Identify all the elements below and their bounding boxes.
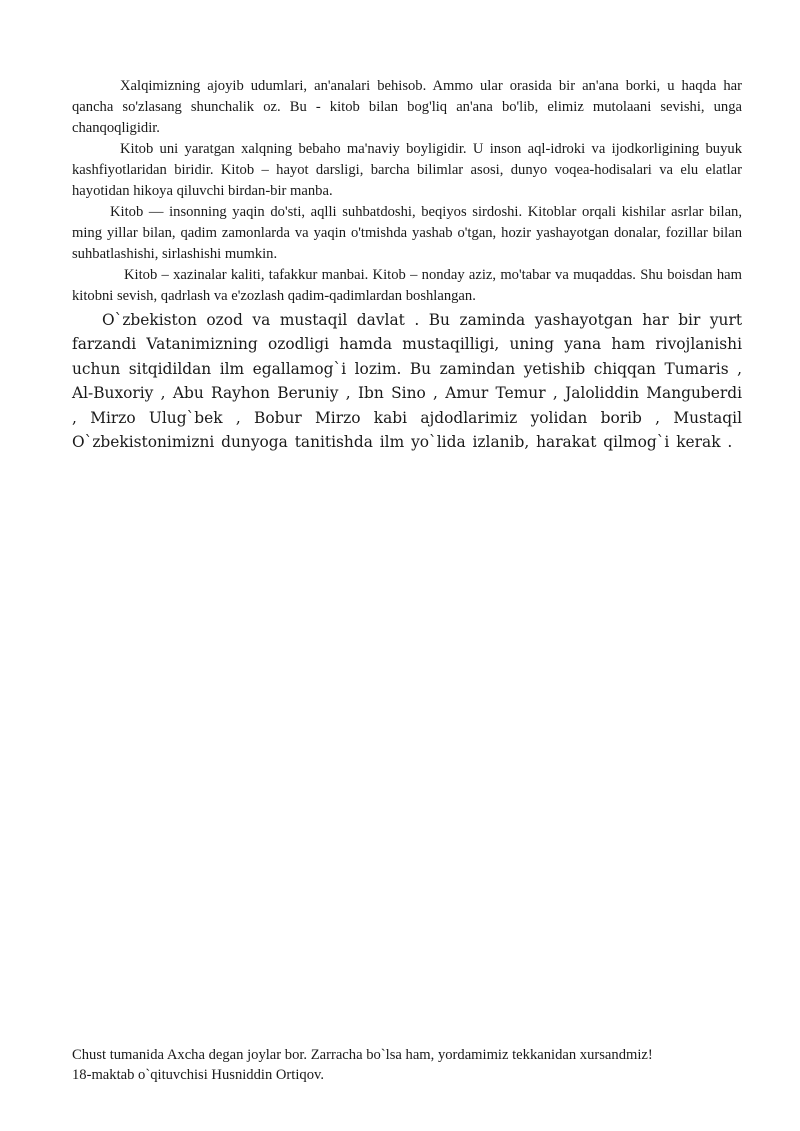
paragraph-2: Kitob uni yaratgan xalqning bebaho ma'naviy boyligidir. U inson aql-idroki va ijodkorligining buyuk kashfiyotlaridan biridir. Kitob – hayot darsligi, barcha bilimlar asosi, dunyo voqea-hodisalari va elu elatlar hayotidan hikoya qiluvchi birdan-bir manba. [72, 141, 742, 199]
footer-line-2: 18-maktab o`qituvchisi Husniddin Ortiqov. [72, 1067, 324, 1083]
paragraph-3: Kitob — insonning yaqin do'sti, aqlli suhbatdoshi, beqiyos sirdoshi. Kitoblar orqali kishilar asrlar bilan, ming yillar bilan, qadim zamonlarda va yaqin o'tmishda yashab o'tgan, hozir yashayotgan donalar, fozillar bilan suhbatlashishi, sirlashishi mumkin. [72, 204, 742, 262]
paragraph-5: O`zbekiston ozod va mustaqil davlat . Bu zaminda yashayotgan har bir yurt farzandi Vatanimizning ozodligi hamda mustaqilligi, uning yana ham rivojlanishi uchun sitqidildan ilm egallamog`i lozim. Bu zamindan yetishib chiqqan Tumaris , Al-Buxoriy , Abu Rayhon Beruniy , Ibn Sino , Amur Temur , Jaloliddin Manguberdi , Mirzo Ulug`bek , Bobur Mirzo kabi ajdodlarimiz yolidan borib , Mustaqil O`zbekistonimizni dunyoga tanitishda ilm yo`lida izlanib, harakat qilmog`i kerak . [72, 311, 742, 452]
footer [72, 1045, 752, 1085]
footer-line-1: Chust tumanida Axcha degan joylar bor. Zarracha bo`lsa ham, yordamimiz tekkanidan xursandmiz! [72, 1047, 653, 1063]
paragraph-4: Kitob – xazinalar kaliti, tafakkur manbai. Kitob – nonday aziz, mo'tabar va muqaddas. Shu boisdan ham kitobni sevish, qadrlash va e'zozlash qadim-qadimlardan boshlangan. [72, 267, 742, 304]
paragraph-1: Xalqimizning ajoyib udumlari, an'analari behisob. Ammo ular orasida bir an'ana borki, u haqda har qancha so'zlasang shunchalik oz. Bu - kitob bilan bog'liq an'ana bo'lib, elimiz mutolaani sevishi, unga chanqoqligidir. [72, 78, 742, 136]
document-body [72, 76, 742, 454]
